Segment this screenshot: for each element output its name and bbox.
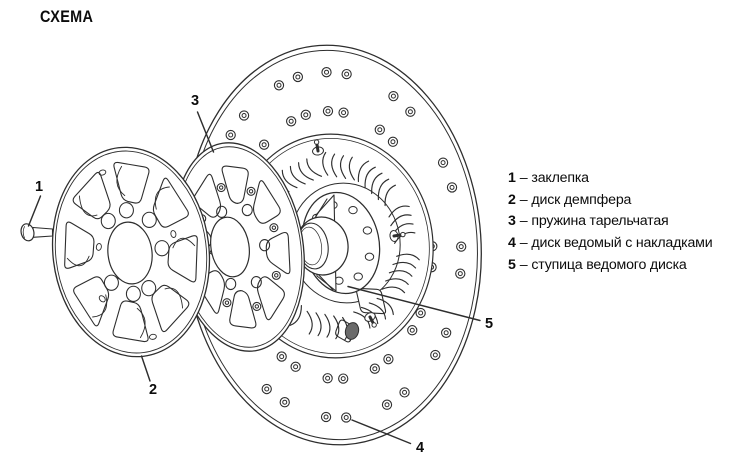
legend-item-number: 3 xyxy=(508,213,516,230)
legend-item-label: пружина тарельчатая xyxy=(531,213,669,230)
legend-item-number: 5 xyxy=(508,256,516,273)
legend-item xyxy=(508,255,712,277)
legend-separator: – xyxy=(519,256,528,273)
legend-separator: – xyxy=(519,213,528,230)
legend-item-label: заклепка xyxy=(531,170,589,186)
legend-item xyxy=(508,233,712,255)
legend xyxy=(508,168,712,277)
page-title: СХЕМА xyxy=(40,7,94,26)
legend-item-label: ступица ведомого диска xyxy=(531,256,687,273)
legend-separator: – xyxy=(519,170,528,186)
legend-item-number: 2 xyxy=(508,191,516,208)
legend-separator: – xyxy=(519,235,528,252)
legend-item xyxy=(508,168,712,190)
legend-item xyxy=(508,190,712,212)
callout-2: 2 xyxy=(148,382,158,398)
callout-4: 4 xyxy=(415,440,425,456)
legend-item-label: диск демпфера xyxy=(531,191,632,208)
legend-item-number: 1 xyxy=(508,170,516,186)
legend-item xyxy=(508,211,712,233)
legend-item-label: диск ведомый с накладками xyxy=(531,235,713,252)
callout-3: 3 xyxy=(190,93,200,109)
callout-1: 1 xyxy=(34,179,44,195)
legend-item-number: 4 xyxy=(508,235,516,252)
callout-5: 5 xyxy=(484,316,494,332)
legend-separator: – xyxy=(519,191,528,208)
rivet-1 xyxy=(19,222,52,242)
